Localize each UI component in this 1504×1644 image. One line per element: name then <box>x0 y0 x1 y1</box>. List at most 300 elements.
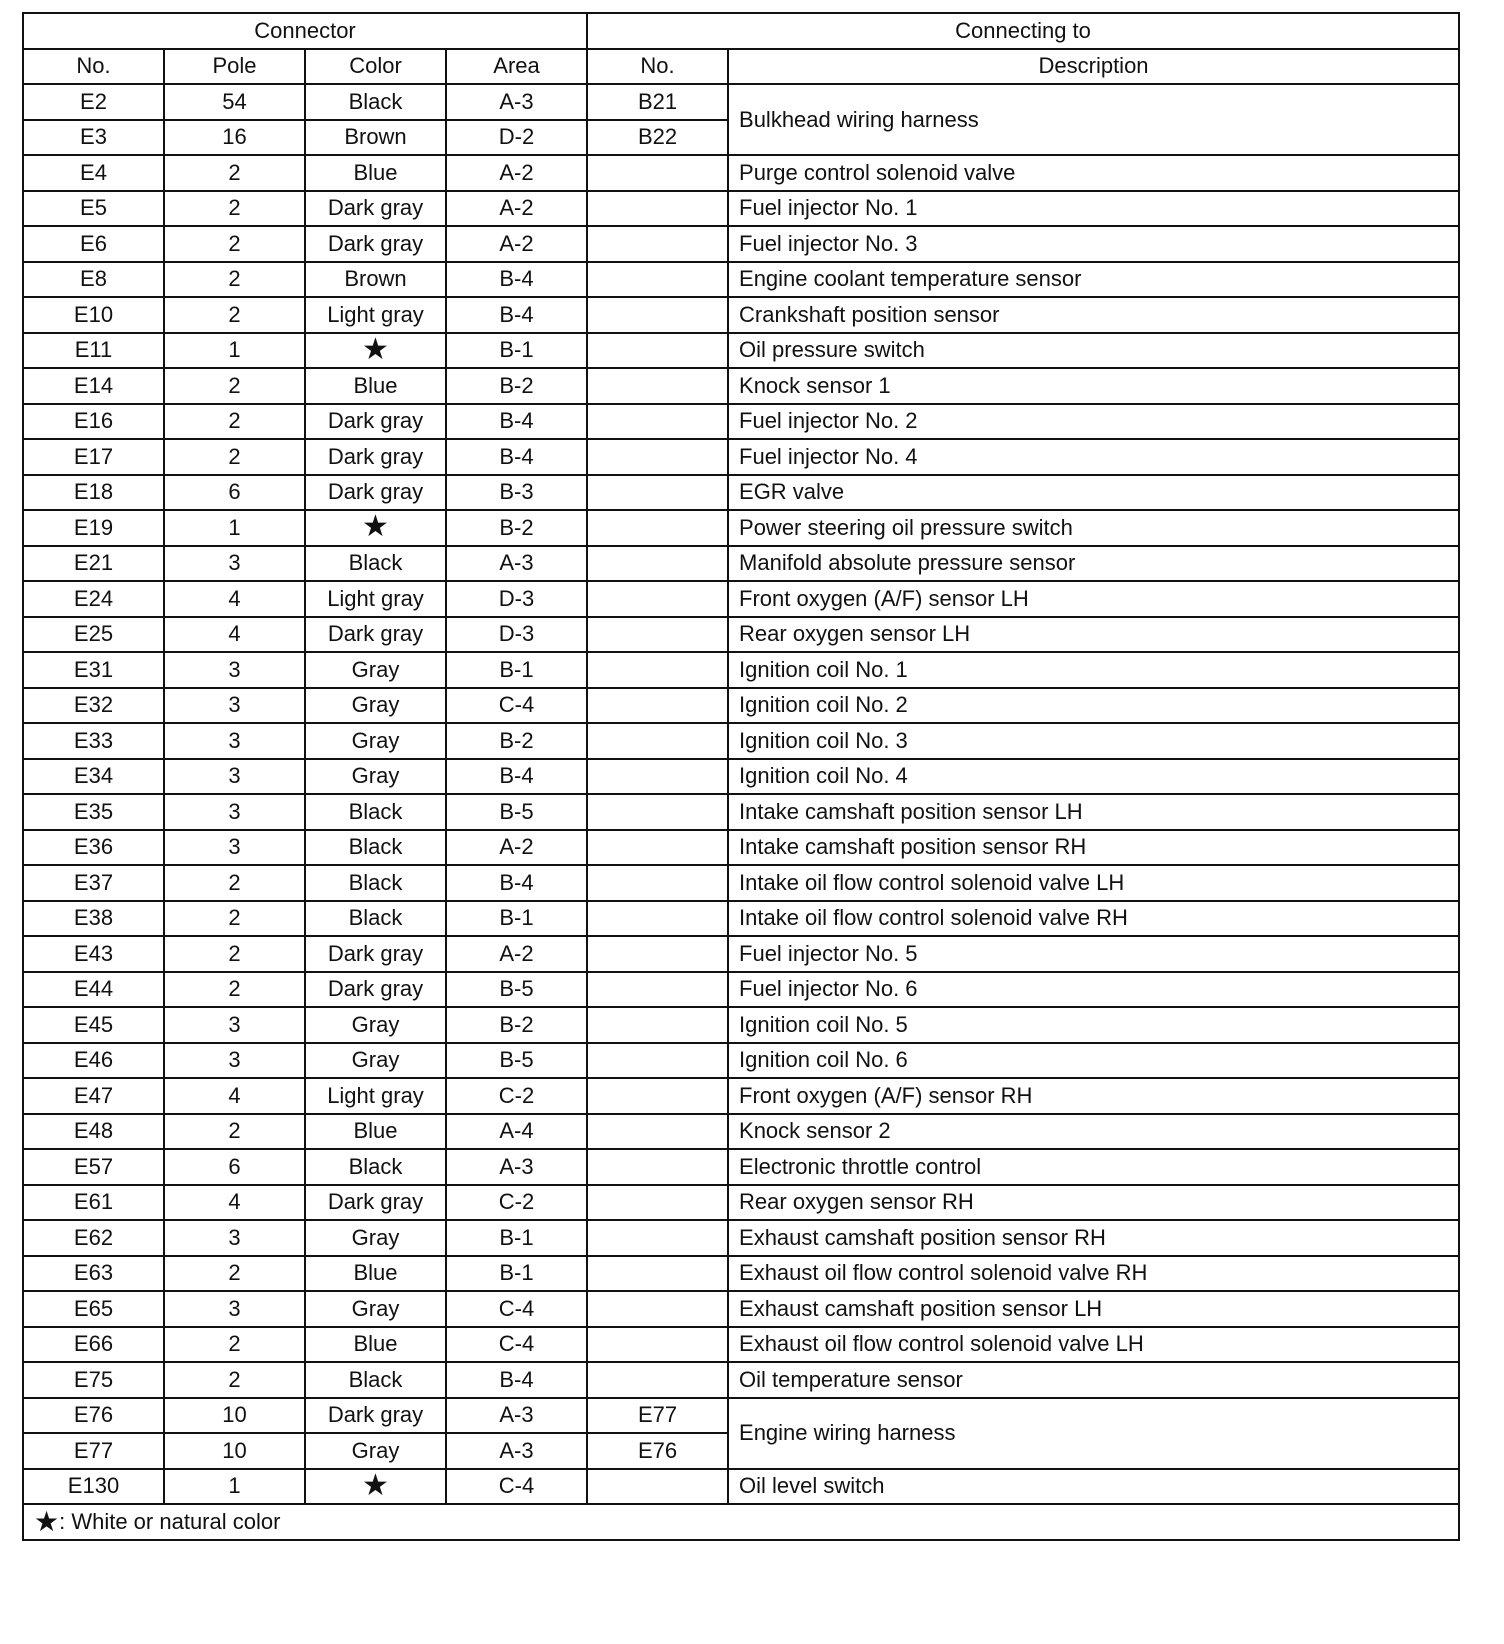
connector-no-cell <box>23 1433 164 1469</box>
connector-no-cell <box>23 84 164 120</box>
connector-no-text: E2 <box>80 88 107 114</box>
color-cell <box>305 404 446 440</box>
area-cell <box>446 1327 587 1363</box>
connector-no-text: E6 <box>80 230 107 256</box>
pole-cell <box>164 297 305 333</box>
connector-no-cell <box>23 226 164 262</box>
connector-no-text: E5 <box>80 195 107 221</box>
description-cell: Oil level switch <box>728 1469 1459 1505</box>
connector-no-cell <box>23 1256 164 1292</box>
connecting-no-cell <box>587 759 728 795</box>
connector-no-cell <box>23 120 164 156</box>
connector-no-cell <box>23 936 164 972</box>
connecting-no-text: B22 <box>637 124 678 150</box>
color-cell <box>305 723 446 759</box>
area-cell <box>446 1433 587 1469</box>
description-cell: Rear oxygen sensor LH <box>728 617 1459 653</box>
area-cell <box>446 404 587 440</box>
area-text: C-4 <box>498 692 535 718</box>
table-row <box>23 297 1459 333</box>
description-cell: Ignition coil No. 4 <box>728 759 1459 795</box>
pole-cell <box>164 1114 305 1150</box>
color-text: Black <box>348 905 403 931</box>
connector-no-cell <box>23 439 164 475</box>
color-text: Gray <box>351 1011 400 1037</box>
table-header <box>23 13 1459 84</box>
area-cell <box>446 972 587 1008</box>
connecting-no-cell <box>587 1362 728 1398</box>
connector-no-text: E33 <box>73 727 114 753</box>
description-cell: Knock sensor 2 <box>728 1114 1459 1150</box>
pole-cell <box>164 1078 305 1114</box>
color-cell <box>305 262 446 298</box>
pole-cell <box>164 120 305 156</box>
pole-text: 2 <box>228 443 241 469</box>
pole-text: 2 <box>228 940 241 966</box>
description-cell: Exhaust oil flow control solenoid valve RH <box>728 1256 1459 1292</box>
area-cell <box>446 1256 587 1292</box>
connector-no-text: E21 <box>73 550 114 576</box>
pole-cell <box>164 475 305 511</box>
area-cell <box>446 759 587 795</box>
area-text: A-2 <box>499 230 534 256</box>
pole-text: 2 <box>228 266 241 292</box>
connector-no-cell <box>23 1469 164 1505</box>
area-text: A-2 <box>499 195 534 221</box>
color-text: Brown <box>344 266 407 292</box>
table-row <box>23 439 1459 475</box>
connector-no-text: E63 <box>73 1260 114 1286</box>
table-row <box>23 1398 1459 1434</box>
connecting-no-cell <box>587 1043 728 1079</box>
description-cell: Rear oxygen sensor RH <box>728 1185 1459 1221</box>
pole-cell <box>164 404 305 440</box>
area-cell <box>446 475 587 511</box>
pole-cell <box>164 1043 305 1079</box>
connector-no-text: E35 <box>73 798 114 824</box>
pole-cell <box>164 617 305 653</box>
connector-no-cell <box>23 1398 164 1434</box>
area-cell <box>446 1185 587 1221</box>
table-row <box>23 794 1459 830</box>
color-cell <box>305 865 446 901</box>
description-cell: Exhaust oil flow control solenoid valve LH <box>728 1327 1459 1363</box>
pole-text: 2 <box>228 1260 241 1286</box>
connector-no-cell <box>23 688 164 724</box>
color-text: Black <box>348 88 403 114</box>
pole-cell <box>164 759 305 795</box>
pole-text: 3 <box>228 550 241 576</box>
description-cell: Ignition coil No. 3 <box>728 723 1459 759</box>
color-cell <box>305 1469 446 1505</box>
connector-no-text: E25 <box>73 621 114 647</box>
area-text: B-4 <box>499 1366 534 1392</box>
pole-text: 6 <box>228 479 241 505</box>
table-row <box>23 723 1459 759</box>
area-cell <box>446 191 587 227</box>
connector-no-text: E47 <box>73 1082 114 1108</box>
connector-no-text: E24 <box>73 585 114 611</box>
pole-cell <box>164 1433 305 1469</box>
table-row <box>23 226 1459 262</box>
table-row <box>23 1007 1459 1043</box>
color-cell <box>305 333 446 369</box>
color-cell <box>305 1398 446 1434</box>
connector-no-cell <box>23 191 164 227</box>
connector-no-text: E8 <box>80 266 107 292</box>
pole-text: 2 <box>228 159 241 185</box>
table-row <box>23 652 1459 688</box>
table-row <box>23 1043 1459 1079</box>
connecting-no-cell <box>587 191 728 227</box>
pole-text: 4 <box>228 621 241 647</box>
connector-no-cell <box>23 1185 164 1221</box>
description-cell: Exhaust camshaft position sensor RH <box>728 1220 1459 1256</box>
color-text: Dark gray <box>327 1402 424 1428</box>
color-text: Dark gray <box>327 408 424 434</box>
pole-cell <box>164 1185 305 1221</box>
description-cell: Bulkhead wiring harness <box>728 84 1459 155</box>
description-cell: Front oxygen (A/F) sensor LH <box>728 581 1459 617</box>
pole-cell <box>164 191 305 227</box>
pole-text: 3 <box>228 1047 241 1073</box>
connector-no-text: E38 <box>73 905 114 931</box>
pole-text: 2 <box>228 372 241 398</box>
color-text: Dark gray <box>327 976 424 1002</box>
pole-cell <box>164 262 305 298</box>
color-text: Light gray <box>327 301 424 327</box>
area-cell <box>446 297 587 333</box>
description-cell: Ignition coil No. 2 <box>728 688 1459 724</box>
color-cell <box>305 368 446 404</box>
table-row <box>23 84 1459 120</box>
connector-no-cell <box>23 1220 164 1256</box>
area-text: B-3 <box>499 479 534 505</box>
color-text: Dark gray <box>327 195 424 221</box>
color-cell <box>305 972 446 1008</box>
description-cell: Intake camshaft position sensor LH <box>728 794 1459 830</box>
table-row <box>23 1256 1459 1292</box>
pole-cell <box>164 688 305 724</box>
description-cell: Ignition coil No. 5 <box>728 1007 1459 1043</box>
pole-cell <box>164 1362 305 1398</box>
connecting-no-cell <box>587 794 728 830</box>
connector-no-text: E46 <box>73 1047 114 1073</box>
connecting-no-cell <box>587 1433 728 1469</box>
pole-cell <box>164 546 305 582</box>
table-body <box>23 84 1459 1504</box>
color-text: Gray <box>351 727 400 753</box>
color-text: Gray <box>351 1295 400 1321</box>
pole-cell <box>164 794 305 830</box>
table-row <box>23 688 1459 724</box>
table-row <box>23 1291 1459 1327</box>
pole-text: 3 <box>228 692 241 718</box>
table-row <box>23 901 1459 937</box>
pole-text: 1 <box>228 1473 241 1499</box>
pole-cell <box>164 84 305 120</box>
pole-text: 2 <box>228 905 241 931</box>
star-icon: ★ <box>362 332 389 366</box>
description-cell: Fuel injector No. 4 <box>728 439 1459 475</box>
connecting-no-cell <box>587 297 728 333</box>
area-cell <box>446 1007 587 1043</box>
column-header-pole: Pole <box>164 49 305 85</box>
color-text: Dark gray <box>327 230 424 256</box>
description-cell: Oil pressure switch <box>728 333 1459 369</box>
connecting-no-cell <box>587 1469 728 1505</box>
area-text: A-2 <box>499 159 534 185</box>
connecting-no-text: E76 <box>637 1437 678 1463</box>
connecting-no-cell <box>587 155 728 191</box>
connector-no-text: E17 <box>73 443 114 469</box>
color-cell <box>305 226 446 262</box>
area-text: B-1 <box>499 1224 534 1250</box>
connector-no-text: E77 <box>73 1437 114 1463</box>
connecting-no-cell <box>587 652 728 688</box>
pole-cell <box>164 333 305 369</box>
connecting-to-group-header: Connecting to <box>587 13 1459 49</box>
color-text: Gray <box>351 1437 400 1463</box>
connector-no-cell <box>23 1114 164 1150</box>
pole-cell <box>164 865 305 901</box>
pole-cell <box>164 368 305 404</box>
color-cell <box>305 1220 446 1256</box>
area-text: B-1 <box>499 1260 534 1286</box>
table-row <box>23 510 1459 546</box>
color-text: Brown <box>344 124 407 150</box>
table-row <box>23 1469 1459 1505</box>
pole-cell <box>164 972 305 1008</box>
area-cell <box>446 936 587 972</box>
color-cell <box>305 1327 446 1363</box>
description-cell: Fuel injector No. 3 <box>728 226 1459 262</box>
description-cell: Engine wiring harness <box>728 1398 1459 1469</box>
area-text: B-1 <box>499 337 534 363</box>
description-cell: EGR valve <box>728 475 1459 511</box>
pole-text: 2 <box>228 408 241 434</box>
connecting-no-cell <box>587 901 728 937</box>
pole-text: 10 <box>222 1402 247 1428</box>
area-cell <box>446 1220 587 1256</box>
color-text: Dark gray <box>327 443 424 469</box>
connector-no-cell <box>23 865 164 901</box>
connector-no-text: E19 <box>73 514 114 540</box>
color-text: Dark gray <box>327 1189 424 1215</box>
description-cell: Front oxygen (A/F) sensor RH <box>728 1078 1459 1114</box>
color-text: Black <box>348 869 403 895</box>
area-text: C-4 <box>498 1473 535 1499</box>
pole-cell <box>164 1220 305 1256</box>
pole-cell <box>164 155 305 191</box>
color-text: Light gray <box>327 585 424 611</box>
connector-no-cell <box>23 297 164 333</box>
color-text: Dark gray <box>327 940 424 966</box>
area-cell <box>446 368 587 404</box>
description-cell: Purge control solenoid valve <box>728 155 1459 191</box>
column-header-connecting-no: No. <box>587 49 728 85</box>
table-row <box>23 581 1459 617</box>
area-cell <box>446 226 587 262</box>
color-text: Black <box>348 1366 403 1392</box>
connecting-no-cell <box>587 120 728 156</box>
star-icon: ★ <box>362 510 389 544</box>
star-icon: ★ <box>34 1505 60 1537</box>
connector-no-cell <box>23 830 164 866</box>
connector-no-cell <box>23 794 164 830</box>
color-text: Gray <box>351 692 400 718</box>
area-text: A-4 <box>499 1118 534 1144</box>
star-icon: ★ <box>362 1468 389 1502</box>
pole-cell <box>164 226 305 262</box>
area-text: D-3 <box>498 585 535 611</box>
area-cell <box>446 333 587 369</box>
pole-cell <box>164 1291 305 1327</box>
color-text: Gray <box>351 1224 400 1250</box>
pole-cell <box>164 723 305 759</box>
color-cell <box>305 1256 446 1292</box>
connector-no-text: E45 <box>73 1011 114 1037</box>
color-text: Gray <box>351 763 400 789</box>
connector-no-text: E32 <box>73 692 114 718</box>
color-text: Light gray <box>327 1082 424 1108</box>
table-row <box>23 830 1459 866</box>
area-text: B-5 <box>499 1047 534 1073</box>
area-text: D-3 <box>498 621 535 647</box>
connecting-no-cell <box>587 936 728 972</box>
color-text: Dark gray <box>327 479 424 505</box>
connector-no-text: E75 <box>73 1366 114 1392</box>
connector-no-cell <box>23 333 164 369</box>
column-header-no: No. <box>23 49 164 85</box>
color-text: Gray <box>351 1047 400 1073</box>
color-cell <box>305 1114 446 1150</box>
pole-text: 3 <box>228 656 241 682</box>
description-cell: Ignition coil No. 1 <box>728 652 1459 688</box>
pole-text: 2 <box>228 1331 241 1357</box>
table-row <box>23 475 1459 511</box>
pole-text: 3 <box>228 727 241 753</box>
pole-cell <box>164 1327 305 1363</box>
color-cell <box>305 1007 446 1043</box>
connector-no-text: E62 <box>73 1224 114 1250</box>
connector-no-text: E76 <box>73 1402 114 1428</box>
connecting-no-cell <box>587 404 728 440</box>
pole-text: 2 <box>228 1366 241 1392</box>
pole-text: 1 <box>228 337 241 363</box>
connecting-no-cell <box>587 1007 728 1043</box>
table-row <box>23 546 1459 582</box>
color-cell <box>305 439 446 475</box>
color-cell <box>305 617 446 653</box>
pole-text: 3 <box>228 798 241 824</box>
connecting-no-cell <box>587 830 728 866</box>
connector-no-cell <box>23 510 164 546</box>
connecting-no-cell <box>587 1327 728 1363</box>
pole-text: 4 <box>228 1189 241 1215</box>
description-cell: Fuel injector No. 2 <box>728 404 1459 440</box>
connecting-no-cell <box>587 1220 728 1256</box>
area-text: B-2 <box>499 727 534 753</box>
connecting-no-cell <box>587 84 728 120</box>
column-header-row <box>23 49 1459 85</box>
connector-no-cell <box>23 404 164 440</box>
pole-text: 3 <box>228 1295 241 1321</box>
area-text: C-4 <box>498 1295 535 1321</box>
connector-group-header: Connector <box>23 13 587 49</box>
connector-no-cell <box>23 1149 164 1185</box>
table-row <box>23 368 1459 404</box>
description-cell: Engine coolant temperature sensor <box>728 262 1459 298</box>
table-row <box>23 333 1459 369</box>
pole-text: 2 <box>228 301 241 327</box>
color-cell <box>305 830 446 866</box>
table-row <box>23 865 1459 901</box>
connector-no-cell <box>23 1291 164 1327</box>
connector-no-cell <box>23 759 164 795</box>
area-cell <box>446 1043 587 1079</box>
pole-text: 10 <box>222 1437 247 1463</box>
connector-no-text: E31 <box>73 656 114 682</box>
color-cell <box>305 155 446 191</box>
area-text: C-2 <box>498 1082 535 1108</box>
area-text: B-4 <box>499 443 534 469</box>
connecting-no-cell <box>587 1256 728 1292</box>
connecting-no-cell <box>587 1114 728 1150</box>
connector-no-text: E65 <box>73 1295 114 1321</box>
connector-no-text: E34 <box>73 763 114 789</box>
connector-no-cell <box>23 723 164 759</box>
description-cell: Ignition coil No. 6 <box>728 1043 1459 1079</box>
pole-text: 1 <box>228 514 241 540</box>
color-cell <box>305 1078 446 1114</box>
table-row <box>23 1220 1459 1256</box>
area-text: B-4 <box>499 301 534 327</box>
area-text: B-2 <box>499 514 534 540</box>
pole-text: 54 <box>222 88 247 114</box>
pole-text: 2 <box>228 195 241 221</box>
color-cell <box>305 191 446 227</box>
pole-text: 2 <box>228 869 241 895</box>
color-cell <box>305 510 446 546</box>
color-text: Black <box>348 1153 403 1179</box>
area-text: B-5 <box>499 798 534 824</box>
area-cell <box>446 510 587 546</box>
legend-cell <box>23 1504 1459 1540</box>
color-text: Blue <box>353 1331 398 1357</box>
area-cell <box>446 865 587 901</box>
legend-text: : White or natural color <box>59 1508 281 1534</box>
table-row <box>23 1362 1459 1398</box>
area-cell <box>446 155 587 191</box>
area-text: B-4 <box>499 869 534 895</box>
connector-no-text: E130 <box>67 1473 120 1499</box>
connector-no-cell <box>23 262 164 298</box>
color-cell <box>305 546 446 582</box>
area-cell <box>446 1362 587 1398</box>
area-text: B-1 <box>499 905 534 931</box>
table-row <box>23 1185 1459 1221</box>
color-cell <box>305 794 446 830</box>
pole-cell <box>164 652 305 688</box>
color-cell <box>305 901 446 937</box>
pole-cell <box>164 936 305 972</box>
connecting-no-cell <box>587 546 728 582</box>
color-text: Blue <box>353 1118 398 1144</box>
area-cell <box>446 439 587 475</box>
connector-no-cell <box>23 1327 164 1363</box>
connector-no-text: E10 <box>73 301 114 327</box>
